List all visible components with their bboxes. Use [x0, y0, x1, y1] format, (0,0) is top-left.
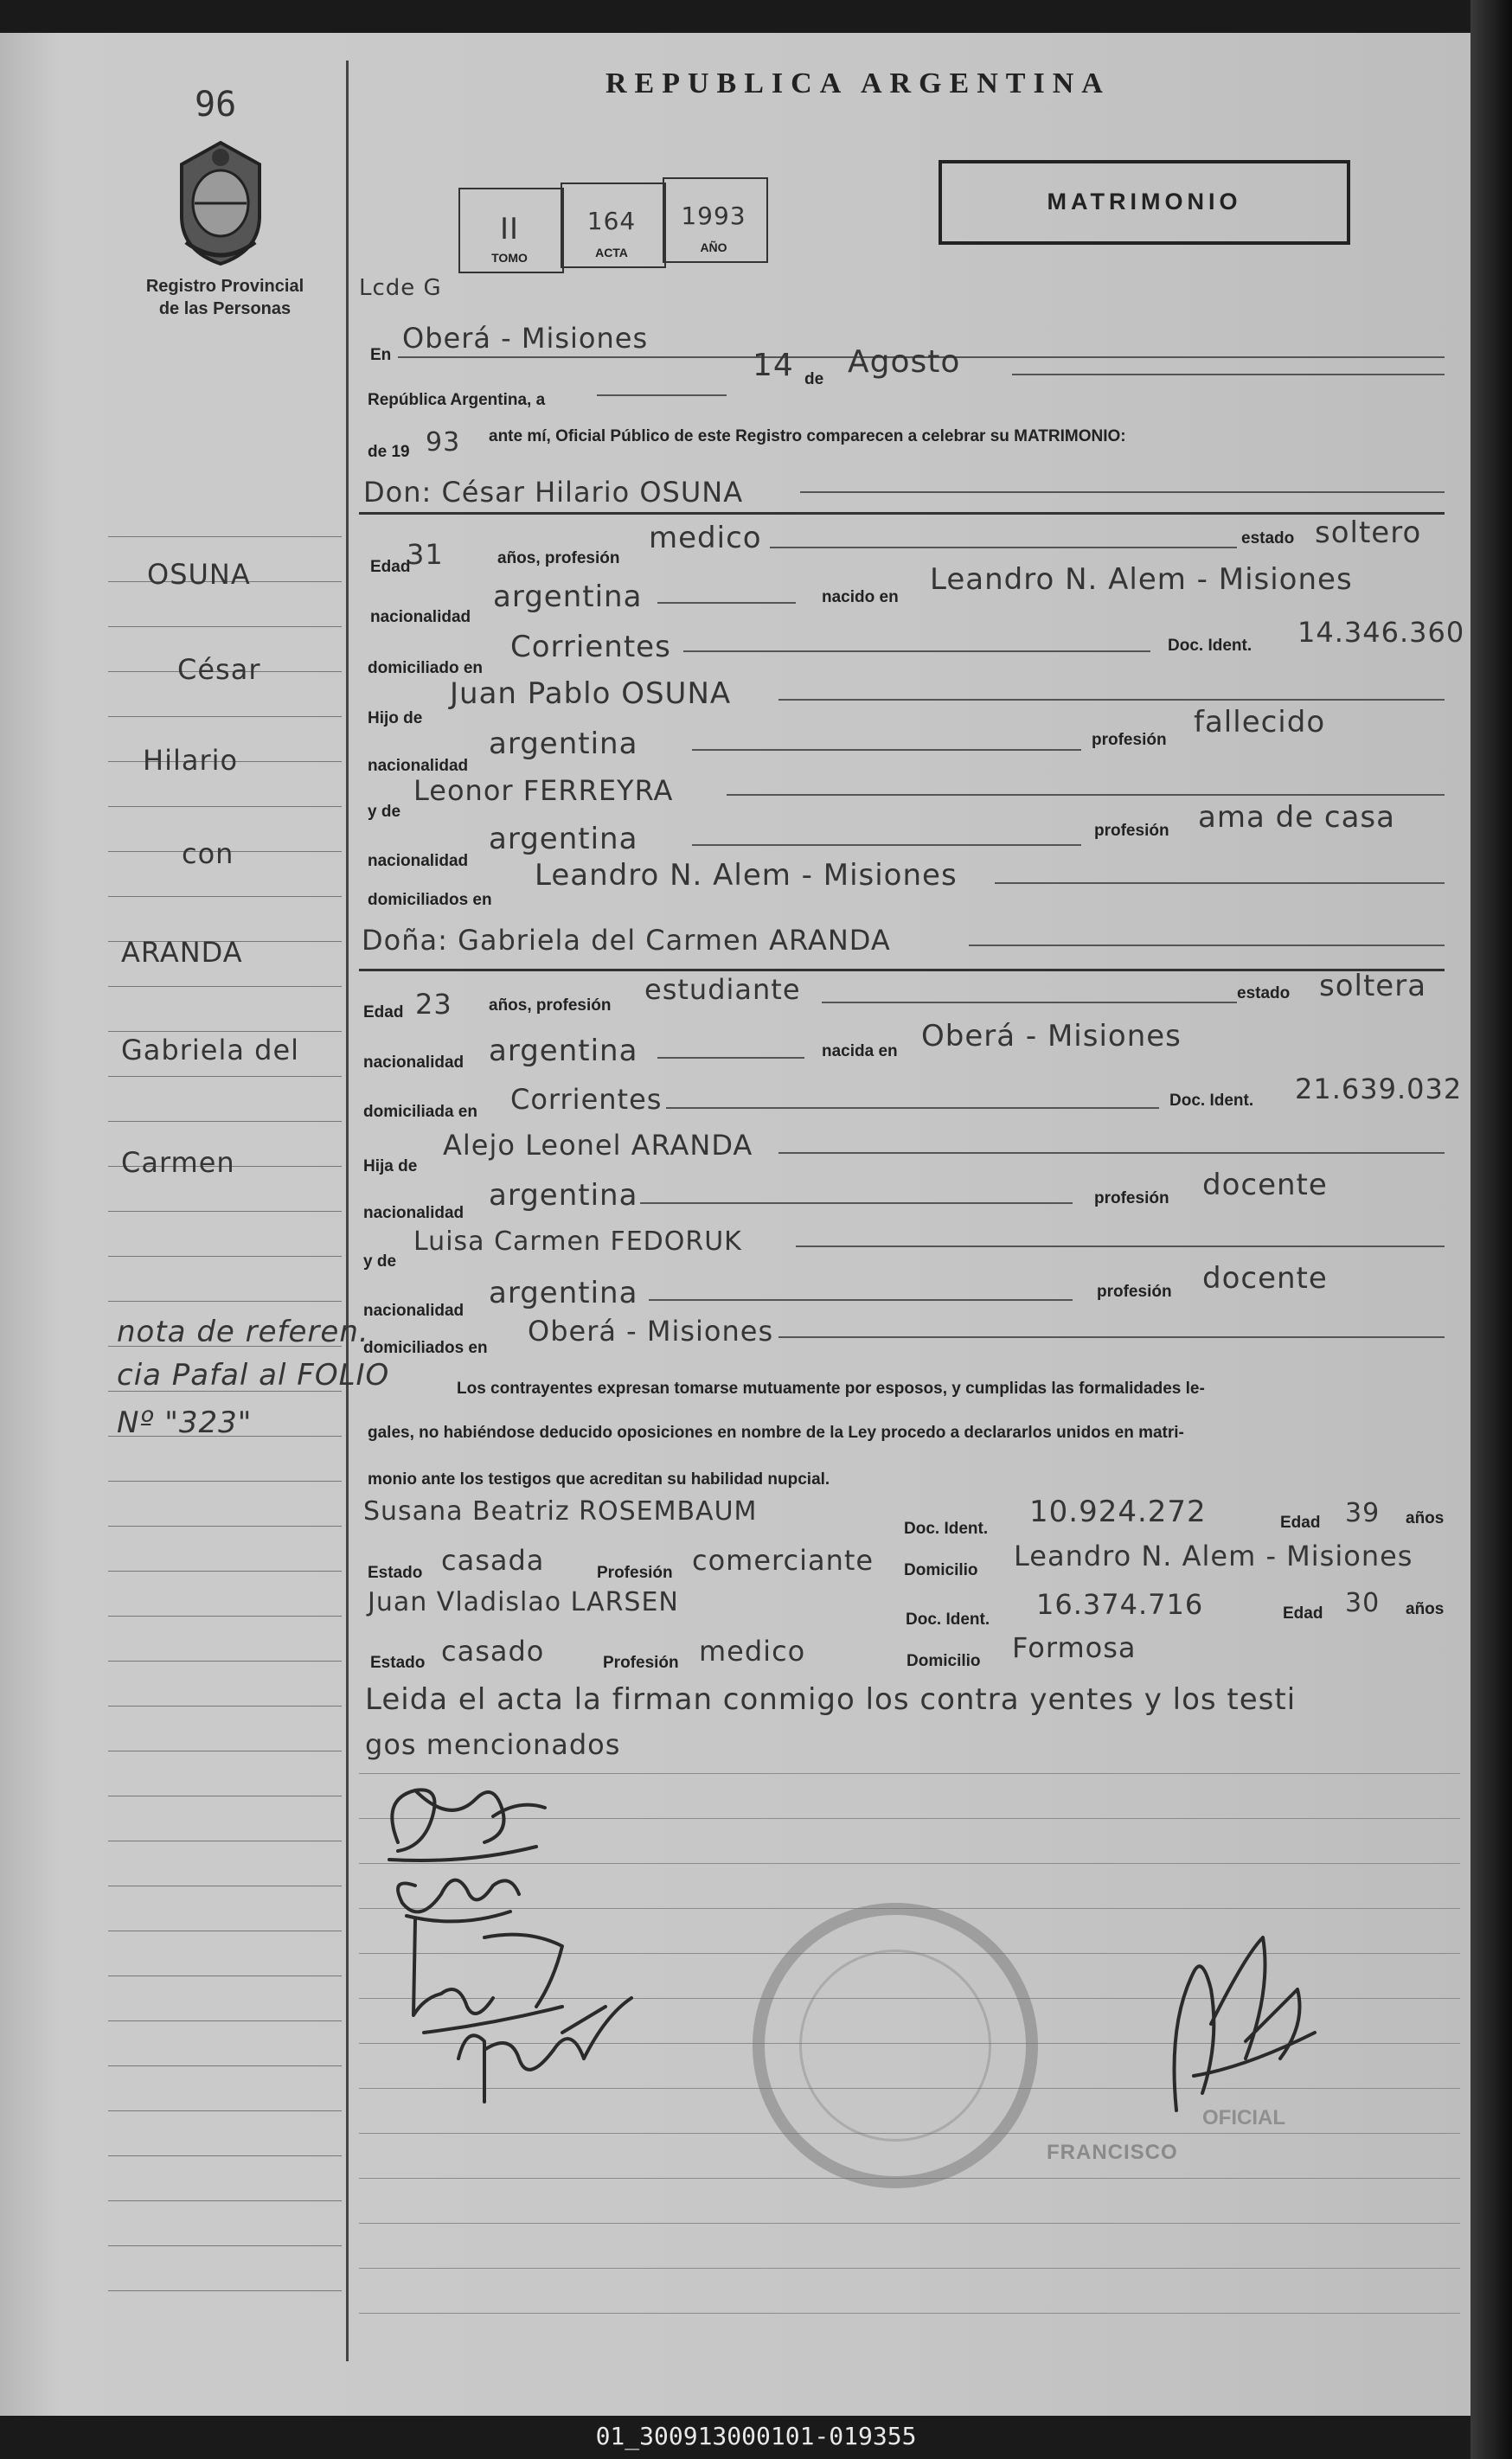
bride-padre-nac-line: [640, 1202, 1073, 1204]
declaration-line1: Los contrayentes expresan tomarse mutuamente por esposos, y cumplidas las formalidades le-: [457, 1380, 1205, 1398]
groom-nacido-en: Leandro N. Alem - Misiones: [930, 562, 1353, 597]
left-column-rule: [108, 1031, 342, 1032]
bride-doc-label: Doc. Ident.: [1169, 1092, 1254, 1110]
left-column-rule: [108, 2200, 342, 2201]
groom-padres-dom: Leandro N. Alem - Misiones: [535, 858, 958, 893]
left-column-rule: [108, 2110, 342, 2111]
closing-line2: gos mencionados: [365, 1728, 621, 1761]
bride-profesion: estudiante: [644, 973, 801, 1006]
bride-madre-prof-label: profesión: [1097, 1283, 1172, 1301]
groom-madre-nac-line: [692, 844, 1081, 846]
left-column-rule: [108, 896, 342, 897]
bride-yde-label: y de: [363, 1252, 397, 1271]
witness2-doc-label: Doc. Ident.: [906, 1611, 990, 1629]
closing-line1: Leida el acta la firman conmigo los contra yentes y los testi: [365, 1682, 1297, 1717]
page-edge: [1470, 0, 1512, 2459]
bride-estado: soltera: [1319, 969, 1427, 1003]
declaration-line2: gales, no habiéndose deducido oposiciones en nombre de la Ley procedo a declararlos unidos en matri-: [368, 1424, 1184, 1442]
left-column-rule: [108, 1301, 342, 1302]
witness2-dom-label: Domicilio: [907, 1652, 981, 1670]
mes-value: Agosto: [848, 344, 961, 380]
left-column-rule: [108, 1526, 342, 1527]
witness2-estado-label: Estado: [370, 1654, 426, 1672]
bride-nac-line: [657, 1057, 804, 1059]
en-label: En: [370, 346, 392, 364]
left-column-rule: [108, 1706, 342, 1707]
groom-dom-label: domiciliado en: [368, 659, 484, 677]
bride-madre: Luisa Carmen FEDORUK: [413, 1226, 742, 1257]
bride-nac-label: nacionalidad: [363, 1053, 464, 1072]
groom-madre-nac-label: nacionalidad: [368, 852, 469, 870]
left-column-rule: [108, 1571, 342, 1572]
groom-profesion-label: años, profesión: [497, 549, 620, 567]
bride-separator: [359, 969, 1445, 971]
comparecen-text: ante mí, Oficial Público de este Registro comparecen a celebrar su MATRIMONIO:: [489, 427, 1126, 445]
bride-doc: 21.639.032: [1295, 1073, 1463, 1105]
republica-a-label: República Argentina, a: [368, 391, 546, 409]
anio-value: 1993: [681, 202, 746, 230]
left-column-rule: [108, 2020, 342, 2021]
bride-madre-line: [796, 1246, 1445, 1247]
bride-padres-dom-line: [778, 1336, 1445, 1338]
bride-nacionalidad: argentina: [489, 1034, 638, 1068]
witness1-prof-label: Profesión: [597, 1564, 673, 1582]
left-column-rule: [108, 2245, 342, 2246]
groom-padre-nac-label: nacionalidad: [368, 757, 469, 775]
bride-dom-label: domiciliada en: [363, 1103, 477, 1121]
groom-nac-line: [657, 602, 796, 604]
left-column-rule: [108, 806, 342, 807]
witness1-estado-label: Estado: [368, 1564, 423, 1582]
left-name-bride-first: Gabriela del: [121, 1034, 300, 1066]
bride-doms-label: domiciliados en: [363, 1339, 488, 1357]
bride-padre: Alejo Leonel ARANDA: [443, 1129, 753, 1162]
left-column-rule: [108, 536, 342, 537]
bride-madre-nac-line: [649, 1299, 1073, 1301]
left-name-first: César: [177, 653, 261, 686]
groom-padre-nac: argentina: [489, 727, 638, 761]
dia-line-a: [597, 394, 727, 396]
republica-argentina-title: REPUBLICA ARGENTINA: [605, 67, 1111, 99]
margin-note-line1: nota de referen.: [117, 1315, 369, 1349]
witness2-doc: 16.374.716: [1036, 1588, 1204, 1621]
bride-edad: 23: [415, 988, 452, 1021]
bride-profesion-label: años, profesión: [489, 996, 612, 1015]
witness2-profesion: medico: [699, 1635, 806, 1668]
left-margin-line: [346, 61, 349, 2361]
witness2-edad-label: Edad: [1283, 1604, 1323, 1623]
groom-madre-nac: argentina: [489, 822, 638, 856]
groom-padre: Juan Pablo OSUNA: [450, 676, 732, 711]
witness1-doc: 10.924.272: [1029, 1495, 1207, 1529]
groom-padre-prof-label: profesión: [1092, 731, 1167, 749]
bride-edad-label: Edad: [363, 1003, 404, 1021]
groom-doc-label: Doc. Ident.: [1168, 637, 1253, 655]
tomo-acta-anio-box: [458, 177, 770, 272]
tomo-value: II: [499, 212, 520, 247]
tomo-caption: TOMO: [491, 251, 528, 265]
groom-hijo-label: Hijo de: [368, 709, 423, 727]
groom-madre-line: [727, 794, 1445, 796]
witness2-domicilio: Formosa: [1012, 1631, 1137, 1664]
groom-yde-label: y de: [368, 803, 401, 821]
witness1-anios-label: años: [1406, 1509, 1445, 1527]
page-rule: [359, 2268, 1460, 2269]
libro-note: Lcde G: [359, 275, 442, 301]
left-column-rule: [108, 626, 342, 627]
groom-nacido-label: nacido en: [822, 588, 899, 606]
groom-doc: 14.346.360: [1297, 616, 1465, 649]
bride-nacida-label: nacida en: [822, 1042, 898, 1060]
official-seal-stamp: [753, 1903, 1038, 2188]
bride-nacida-en: Oberá - Misiones: [921, 1019, 1182, 1053]
witness1-estado: casada: [441, 1544, 545, 1577]
bride-padre-nac-label: nacionalidad: [363, 1204, 464, 1222]
bride-madre-nac: argentina: [489, 1276, 638, 1310]
witness1-edad: 39: [1345, 1498, 1381, 1528]
margin-note-line3: Nº "323": [117, 1406, 253, 1440]
witness2-name: Juan Vladislao LARSEN: [368, 1587, 679, 1617]
left-column-rule: [108, 716, 342, 717]
anio-caption: AÑO: [700, 240, 727, 254]
left-column-rule: [108, 1661, 342, 1662]
groom-profesion: medico: [649, 521, 762, 555]
groom-padre-prof: fallecido: [1194, 705, 1326, 740]
left-column-rule: [108, 1076, 342, 1077]
bride-profesion-line: [822, 1002, 1237, 1003]
mes-line: [1012, 374, 1445, 375]
witness1-dom-label: Domicilio: [904, 1561, 978, 1579]
groom-domicilio: Corrientes: [510, 630, 671, 664]
left-name-second: Hilario: [143, 744, 239, 777]
witness1-profesion: comerciante: [692, 1544, 875, 1577]
groom-edad: 31: [407, 538, 444, 571]
left-column-rule: [108, 2155, 342, 2156]
de19-label: de 19: [368, 443, 410, 461]
bride-padre-prof: docente: [1202, 1168, 1328, 1202]
de-label: de: [804, 370, 824, 388]
signature-oficial: [1142, 1920, 1341, 2128]
groom-nacionalidad: argentina: [493, 580, 643, 614]
groom-madre-prof-label: profesión: [1094, 822, 1169, 840]
bride-dom-line: [666, 1107, 1159, 1109]
groom-padre-nac-line: [692, 749, 1081, 751]
groom-padre-line: [778, 699, 1445, 701]
page-rule: [359, 2313, 1460, 2314]
lugar-value: Oberá - Misiones: [402, 322, 649, 355]
groom-estado: soltero: [1315, 515, 1422, 550]
witness1-edad-label: Edad: [1280, 1514, 1321, 1532]
witness1-doc-label: Doc. Ident.: [904, 1520, 989, 1538]
dia-value: 14: [753, 348, 794, 383]
bride-padres-dom: Oberá - Misiones: [528, 1315, 774, 1348]
left-name-con: con: [182, 837, 234, 870]
witness1-domicilio: Leandro N. Alem - Misiones: [1014, 1540, 1413, 1572]
left-column-rule: [108, 1211, 342, 1212]
bride-estado-label: estado: [1237, 984, 1291, 1002]
acta-caption: ACTA: [595, 246, 628, 259]
witness2-estado: casado: [441, 1635, 545, 1668]
stamp-inner-ring: [799, 1950, 991, 2142]
groom-padres-dom-line: [995, 882, 1445, 884]
bride-domicilio: Corrientes: [510, 1083, 663, 1116]
image-identifier: 01_300913000101-019355: [595, 2422, 917, 2450]
left-column-rule: [108, 1256, 342, 1257]
witness2-edad: 30: [1345, 1588, 1381, 1618]
witness1-name: Susana Beatriz ROSEMBAUM: [363, 1496, 758, 1527]
left-name-bride-second: Carmen: [121, 1146, 235, 1179]
bride-title-line: [969, 945, 1445, 946]
signature-4: [432, 1981, 649, 2110]
acta-value: 164: [586, 207, 637, 235]
groom-edad-label: Edad: [370, 558, 411, 576]
bride-hija-label: Hija de: [363, 1157, 418, 1175]
bride-padre-line: [778, 1152, 1445, 1154]
groom-madre-prof: ama de casa: [1198, 800, 1395, 835]
stamp-title-text: OFICIAL: [1202, 2106, 1285, 2129]
bride-madre-nac-label: nacionalidad: [363, 1302, 464, 1320]
left-column-rule: [108, 2290, 342, 2291]
groom-doms-label: domiciliados en: [368, 891, 492, 909]
groom-separator: [359, 512, 1445, 515]
bride-madre-prof: docente: [1202, 1261, 1328, 1296]
groom-nac-label: nacionalidad: [370, 608, 471, 626]
left-name-surname: OSUNA: [147, 558, 251, 591]
groom-profesion-line: [770, 547, 1237, 548]
anio-value: 93: [426, 427, 461, 458]
witness2-anios-label: años: [1406, 1600, 1445, 1618]
declaration-line3: monio ante los testigos que acreditan su habilidad nupcial.: [368, 1470, 830, 1489]
left-name-bride-surname: ARANDA: [121, 936, 243, 969]
page-number: 96: [195, 85, 237, 125]
registro-provincial-label: Registro Provincial de las Personas: [145, 277, 304, 318]
left-column-rule: [108, 1616, 342, 1617]
groom-title: Don: César Hilario OSUNA: [363, 476, 744, 509]
coat-of-arms-emblem: [169, 138, 272, 268]
witness2-prof-label: Profesión: [603, 1654, 679, 1672]
matrimonio-box: [939, 160, 1350, 245]
page-rule: [359, 2223, 1460, 2224]
bride-title: Doña: Gabriela del Carmen ARANDA: [362, 924, 891, 957]
margin-note-line2: cia Pafal al FOLIO: [117, 1358, 390, 1393]
matrimonio-label: MATRIMONIO: [1047, 189, 1242, 215]
groom-madre: Leonor FERREYRA: [413, 774, 674, 807]
left-column-rule: [108, 986, 342, 987]
bride-padre-prof-label: profesión: [1094, 1189, 1169, 1207]
groom-dom-line: [683, 650, 1150, 652]
groom-estado-label: estado: [1241, 529, 1295, 548]
groom-title-line: [800, 491, 1445, 493]
left-column-rule: [108, 2065, 342, 2066]
left-column-rule: [108, 1481, 342, 1482]
left-column-rule: [108, 1121, 342, 1122]
stamp-name-text: FRANCISCO: [1047, 2141, 1178, 2164]
bride-padre-nac: argentina: [489, 1178, 638, 1213]
